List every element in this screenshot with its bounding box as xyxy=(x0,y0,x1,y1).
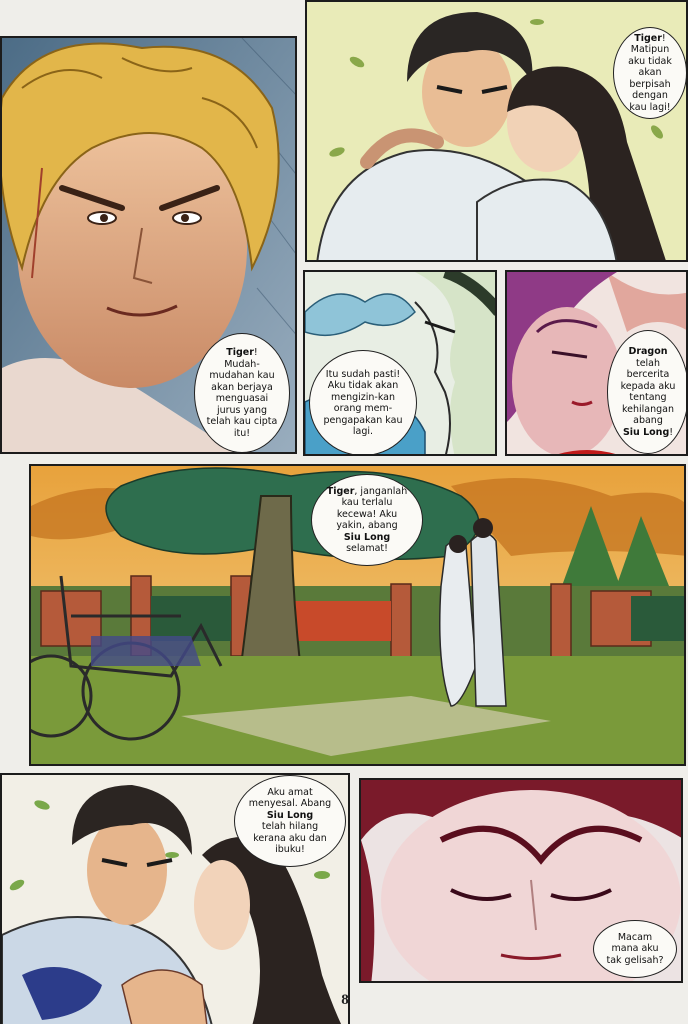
panel-3-profile xyxy=(303,270,497,456)
panel-4-woman-face xyxy=(505,270,688,456)
speech-bubble-tiger-mudah: Tiger! Mudah-mudahan kau akan berjaya menguasai jurus yang telah kau cipta itu! xyxy=(194,333,290,453)
panel-7-troubled-face xyxy=(359,778,683,983)
panel-2-embrace xyxy=(305,0,688,262)
panel-6-couple xyxy=(0,773,350,1024)
speech-bubble-tiger-matipun: Tiger! Matipun aku tidak akan berpisah dengan kau lagi! xyxy=(613,27,687,119)
speech-bubble-aku-menyesal: Aku amat menyesal. Abang Siu Long telah hilang kerana aku dan ibuku! xyxy=(234,775,346,867)
speech-bubble-macam-mana: Macam mana aku tak gelisah? xyxy=(593,920,677,978)
panel-1-blonde-closeup xyxy=(0,36,297,454)
speech-bubble-tiger-jangan: Tiger, janganlah kau terlalu kecewa! Aku yakin, abang Siu Long selamat! xyxy=(311,474,423,566)
panel-5-garden-scene xyxy=(29,464,686,766)
speech-bubble-dragon: Dragon telah bercerita kepada aku tentang kehilangan abang Siu Long! xyxy=(607,330,688,454)
speech-bubble-itu-sudah-pasti: Itu sudah pasti! Aku tidak akan mengizin-kan orang mem-pengapakan kau lagi. xyxy=(309,350,417,456)
page-number: 8 xyxy=(341,992,349,1008)
